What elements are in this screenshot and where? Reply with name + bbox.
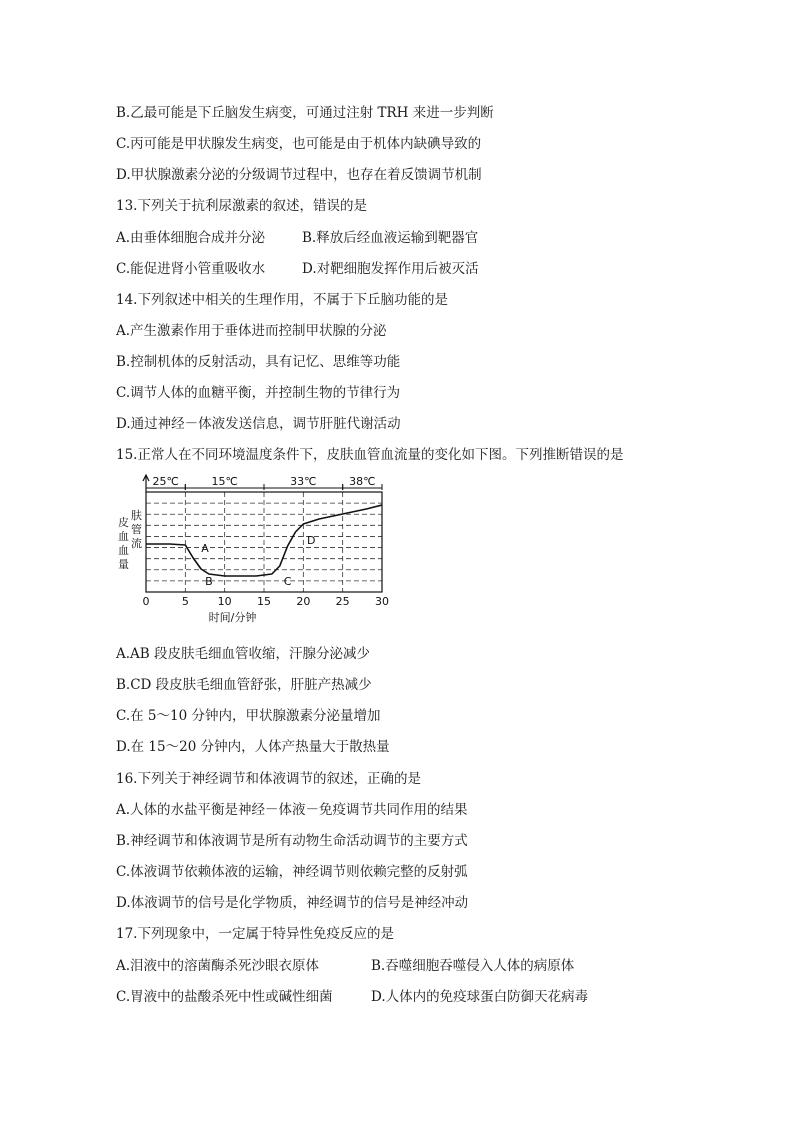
q15-stem: 15.正常人在不同环境温度条件下，皮肤血管血流量的变化如下图。下列推断错误的是 (116, 447, 624, 463)
blood-flow-chart (114, 474, 404, 634)
point-label: D (306, 534, 316, 547)
q14-option-d: D.通过神经－体液发送信息，调节肝脏代谢活动 (116, 416, 401, 432)
q12-option-c: C.丙可能是甲状腺发生病变，也可能是由于机体内缺碘导致的 (116, 136, 482, 152)
q17-option-b: B.吞噬细胞吞噬侵入人体的病原体 (371, 958, 575, 974)
q13-option-c: C.能促进肾小管重吸收水 (116, 261, 266, 277)
temperature-band-label: 33℃ (290, 475, 317, 488)
q13-option-b: B.释放后经血液运输到靶器官 (302, 230, 479, 246)
q16-option-c: C.体液调节依赖体液的运输，神经调节则依赖完整的反射弧 (116, 864, 468, 880)
temperature-band-label: 25℃ (152, 475, 179, 488)
q12-option-b: B.乙最可能是下丘脑发生病变，可通过注射 TRH 来进一步判断 (116, 105, 494, 121)
point-label: A (201, 542, 209, 555)
q13-option-a: A.由垂体细胞合成并分泌 (116, 230, 266, 246)
x-tick-label: 15 (257, 595, 271, 608)
temperature-band-label: 15℃ (211, 475, 238, 488)
x-tick-label: 0 (142, 595, 150, 608)
q16-option-d: D.体液调节的信号是化学物质，神经调节的信号是神经冲动 (116, 895, 469, 911)
point-label: B (205, 575, 213, 588)
x-tick-label: 5 (181, 595, 189, 608)
q17-option-c: C.胃液中的盐酸杀死中性或碱性细菌 (116, 989, 333, 1005)
q16-stem: 16.下列关于神经调节和体液调节的叙述，正确的是 (116, 771, 421, 787)
q16-option-a: A.人体的水盐平衡是神经－体液－免疫调节共同作用的结果 (116, 802, 468, 818)
x-tick-label: 20 (296, 595, 311, 608)
q17-stem: 17.下列现象中，一定属于特异性免疫反应的是 (116, 926, 394, 942)
q12-option-d: D.甲状腺激素分泌的分级调节过程中，也存在着反馈调节机制 (116, 167, 482, 183)
q14-stem: 14.下列叙述中相关的生理作用，不属于下丘脑功能的是 (116, 292, 448, 308)
q14-option-b: B.控制机体的反射活动，具有记忆、思维等功能 (116, 354, 401, 370)
q14-option-c: C.调节人体的血糖平衡，并控制生物的节律行为 (116, 385, 401, 401)
x-tick-label: 10 (217, 595, 232, 608)
q17-option-a: A.泪液中的溶菌酶杀死沙眼衣原体 (116, 958, 320, 974)
q16-option-b: B.神经调节和体液调节是所有动物生命活动调节的主要方式 (116, 833, 468, 849)
q13-option-d: D.对靶细胞发挥作用后被灭活 (302, 261, 479, 277)
temperature-band-label: 38℃ (349, 475, 376, 488)
y-axis-label: 皮血血量肤管流 (118, 509, 142, 571)
x-axis-label: 时间/分钟 (208, 611, 257, 624)
q15-option-c: C.在 5～10 分钟内，甲状腺激素分泌量增加 (116, 708, 381, 724)
x-tick-label: 30 (375, 595, 389, 608)
q15-option-a: A.AB 段皮肤毛细血管收缩，汗腺分泌减少 (116, 646, 371, 662)
q15-option-b: B.CD 段皮肤毛细血管舒张，肝脏产热减少 (116, 677, 372, 693)
q15-option-d: D.在 15～20 分钟内，人体产热量大于散热量 (116, 739, 390, 755)
x-tick-label: 25 (335, 595, 350, 608)
q13-stem: 13.下列关于抗利尿激素的叙述，错误的是 (116, 198, 367, 214)
point-label: C (283, 575, 292, 588)
q14-option-a: A.产生激素作用于垂体进而控制甲状腺的分泌 (116, 323, 387, 339)
q17-option-d: D.人体内的免疫球蛋白防御天花病毒 (371, 989, 589, 1005)
